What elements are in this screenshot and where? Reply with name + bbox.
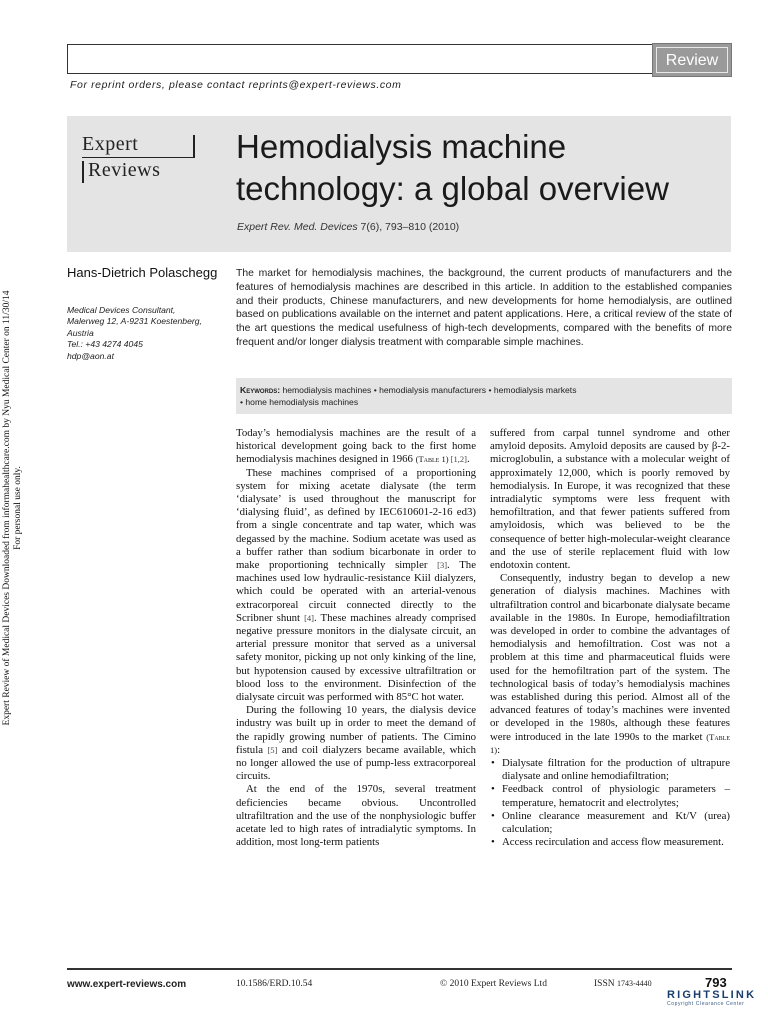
download-notice-line2: For personal use only.	[13, 466, 23, 550]
keywords-text-cont: • home hemodialysis machines	[240, 397, 359, 407]
page-number: 793	[705, 975, 727, 990]
article-citation	[237, 221, 459, 233]
citation-ref[interactable]: [3]	[437, 560, 448, 571]
table-ref-link[interactable]: (Table 1)	[415, 454, 449, 465]
expert-reviews-logo	[80, 133, 198, 187]
paragraph: suffered from carpal tunnel syndrome and other amyloid deposits. Amyloid deposits are caused by β-2-microglobulin, a substance with a molecular weight of approximately 12,000, which is poorly removed by hemodialysis. In Europe, it was recognized that these intradialytic symptoms were less frequent with hemofiltration, and that fewer patients suffered from amyloidosis, which was believed to be the consequence of better high-molecular-weight clearance and the use of sterile replacement fluid with low endotoxin content.	[490, 427, 730, 572]
footer-doi[interactable]: 10.1586/ERD.10.54	[236, 979, 313, 989]
paragraph: Consequently, industry began to develop a new generation of dialysis machines. Machines with ultrafiltration control and bicarbonate dialysate became available in the 1980s. In Europe, hemodiafiltration was developed in order to combine the advantages of hemodialysis and hemofiltration. Cost was not a problem at this time and pharmaceutical fluids were used for the hemofiltration part of the system. The technological basis of today’s hemodialysis machines was established during this period. Almost all of the advanced features of today’s machines were invented or developed in the 1980s, although these features were introduced in the late 1990s to the market (Table 1):	[490, 572, 730, 756]
keywords-box	[236, 378, 732, 414]
footer-divider	[67, 968, 732, 970]
list-item: • Feedback control of physiologic parameters – temperature, hematocrit and electrolytes;	[490, 783, 730, 809]
logo-line1: Expert	[82, 133, 139, 155]
paragraph: At the end of the 1970s, several treatment deficiencies became obvious. Uncontrolled ultrafiltration and the use of the nonphysiologic buffer acetate led to high rates of intradialytic symptoms. In addition, most long-term patients	[236, 783, 476, 849]
article-title: Hemodialysis machine technology: a global overview	[236, 128, 669, 207]
citation-ref[interactable]: [1,2]	[448, 454, 467, 465]
keywords-label: Keywords:	[240, 385, 281, 395]
review-label	[652, 43, 732, 77]
download-notice-sidebar	[2, 268, 30, 748]
list-item: • Online clearance measurement and Kt/V (urea) calculation;	[490, 810, 730, 836]
header-frame	[67, 44, 730, 74]
affil-line: Austria	[67, 327, 94, 338]
citation-details: 7(6), 793–810 (2010)	[357, 221, 460, 233]
footer-copyright: © 2010 Expert Reviews Ltd	[440, 979, 547, 989]
review-label-text: Review	[656, 47, 728, 73]
feature-list	[490, 757, 730, 849]
abstract: The market for hemodialysis machines, the background, the current products of manufacturers and the features of hemodialysis machines are described in this article. In addition to the established companies and their products, Chinese manufacturers, and new developments for home hemodialysis, are outlined based on publications available on the internet and patent applications. Here, a critical review of the state of the art questions the medical usefulness of high-tech developments, compared with the benefits of more frequent and/or longer dialysis treatment with comparable simple machines.	[236, 268, 732, 348]
author-affiliation	[67, 305, 227, 362]
affil-line: Malerweg 12, A-9231 Koestenberg,	[67, 316, 202, 327]
rightslink-badge[interactable]	[667, 989, 757, 1015]
author-name: Hans-Dietrich Polaschegg	[67, 265, 218, 280]
citation-ref[interactable]: [4]	[304, 612, 314, 623]
body-column-left	[236, 427, 476, 850]
footer-website-link[interactable]: www.expert-reviews.com	[67, 979, 187, 990]
footer-issn: ISSN 1743-4440	[594, 979, 652, 989]
rightslink-logo: RIGHTSLINK	[667, 989, 757, 1001]
table-ref-link[interactable]: (Table 1)	[490, 731, 730, 755]
rightslink-subtitle: Copyright Clearance Center	[667, 1001, 745, 1007]
affil-line: Medical Devices Consultant,	[67, 305, 176, 315]
download-notice-line1: Expert Review of Medical Devices Downloaded from informahealthcare.com by Nyu Medical Center on 11/30/14	[2, 290, 12, 726]
logo-line2: Reviews	[88, 159, 161, 181]
paragraph: During the following 10 years, the dialysis device industry was built up in order to meet the demand of the rapidly growing number of patients. The Cimino fistula [5] and coil dialyzers became available, which no longer allowed the use of pump-less extracorporeal circuits.	[236, 704, 476, 783]
reprint-notice: For reprint orders, please contact reprints@expert-reviews.com	[70, 79, 402, 91]
keywords-text: hemodialysis machines • hemodialysis manufacturers • hemodialysis markets	[280, 385, 577, 395]
body-column-right	[490, 427, 730, 850]
paragraph: Today’s hemodialysis machines are the result of a historical development going back to the first home hemodialysis machines designed in 1966 (Table 1) [1,2].	[236, 427, 476, 466]
citation-ref[interactable]: [5]	[267, 744, 278, 755]
list-item: • Access recirculation and access flow measurement.	[490, 836, 730, 849]
paragraph: These machines comprised of a proportioning system for mixing acetate dialysate (the term ‘dialysate’ is used throughout the manuscript for ‘dialysing fluid’, as defined by IEC610601-2-16 ed3) from a single concentrate and tap water, which was degassed by the machine. Sodium acetate was used as a buffer rather than sodium bicarbonate in order to make proportioning technically simpler [3]. The machines used low hydraulic-resistance Kiil dialyzers, which could be operated with an arterial-venous extracorporeal circuit connected directly to the Scribner shunt [4]. These machines already comprised negative pressure monitors in the dialysate circuit, an arterial pressure monitor that served as a universal safety monitor, picking up not only kinking of the line, but hypotension caused by excessive ultrafiltration or blood loss to the environment. Disinfection of the dialysate circuit was performed with 85°C hot water.	[236, 466, 476, 704]
affil-phone: Tel.: +43 4274 4045	[67, 339, 143, 350]
affil-email[interactable]: hdp@aon.at	[67, 350, 114, 361]
journal-name: Expert Rev. Med. Devices	[237, 221, 358, 233]
list-item: • Dialysate filtration for the production of ultrapure dialysate and online hemodiafiltration;	[490, 757, 730, 783]
